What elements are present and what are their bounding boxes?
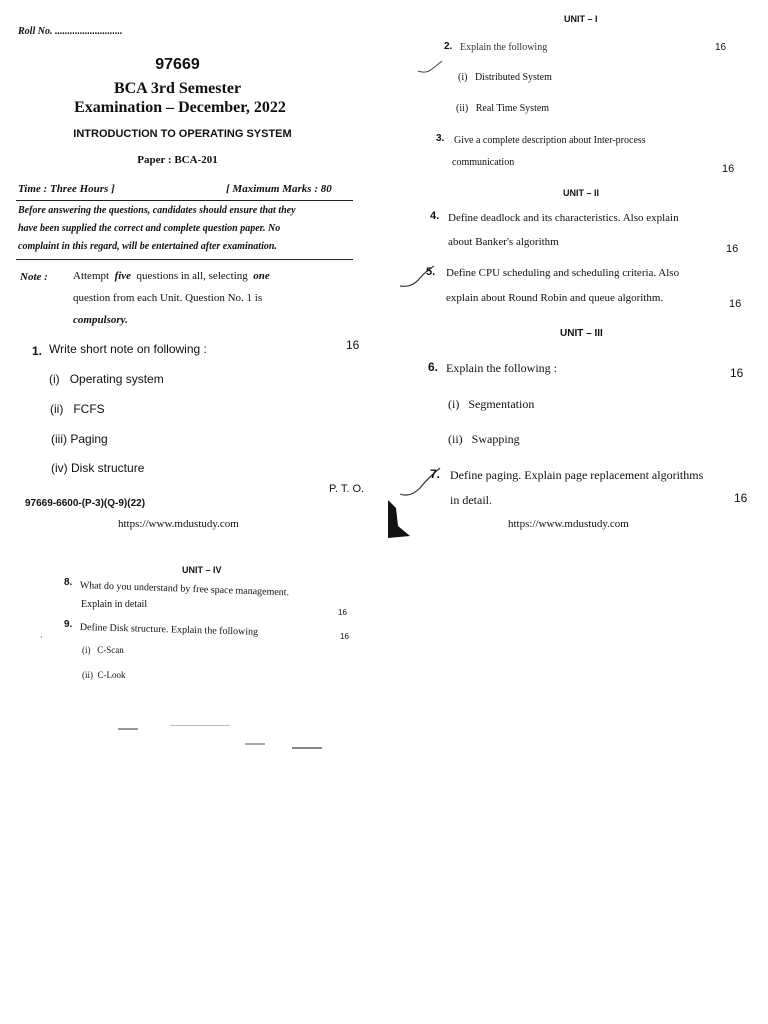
q9-text: Define Disk structure. Explain the following [79, 622, 259, 638]
q4-marks: 16 [726, 243, 739, 255]
max-marks: [ Maximum Marks : 80 [226, 183, 332, 195]
q6-item-2-text: Swapping [471, 432, 520, 446]
instruction-line-3: complaint in this regard, will be entertained after examination. [18, 241, 277, 252]
exam-page-continuation [0, 545, 385, 765]
time-label: Time : Three Hours ] [18, 183, 115, 195]
unit-1-heading: UNIT – I [564, 14, 598, 24]
unit-4-heading: UNIT – IV [182, 565, 222, 575]
pto: P. T. O. [329, 483, 365, 495]
q2-item-2-num: (ii) [456, 103, 469, 114]
semester: BCA 3rd Semester [113, 80, 242, 97]
q5-marks: 16 [729, 298, 742, 310]
q9-item-2 [82, 670, 126, 680]
q9-item-2-num: (ii) [82, 670, 93, 680]
note-one: one [253, 270, 270, 282]
footer-code: 97669-6600-(P-3)(Q-9)(22) [25, 498, 146, 509]
unit-3-heading: UNIT – III [560, 328, 603, 339]
instruction-line-2: have been supplied the correct and complete question paper. No [18, 223, 281, 234]
q1-item-4 [51, 461, 144, 475]
q1-item-2-text: FCFS [73, 402, 105, 416]
q1-item-1-num: (i) [49, 372, 60, 386]
q4-number: 4. [430, 210, 440, 222]
q3-number: 3. [436, 133, 445, 144]
q9-marks: 16 [340, 632, 349, 641]
q2-item-1-num: (i) [458, 72, 468, 83]
q9-item-1-num: (i) [82, 645, 91, 655]
q2-item-2-text: Real Time System [475, 103, 550, 114]
q9-item-1-text: C-Scan [97, 645, 124, 655]
q1-item-3-num: (iii) [51, 432, 67, 446]
scan-shadow [388, 500, 412, 538]
q6-number: 6. [428, 360, 439, 374]
exam-page-back [388, 0, 768, 540]
q6-item-1-text: Segmentation [468, 397, 535, 411]
q2-item-2 [456, 103, 549, 114]
q5-line-1: Define CPU scheduling and scheduling criteria. Also [446, 267, 680, 279]
q7-number: 7. [430, 467, 441, 481]
q8-line-1: What do you understand by free space management. [79, 580, 290, 599]
q8-number: 8. [64, 577, 73, 588]
exam-title: Examination – December, 2022 [74, 99, 286, 116]
q4-line-2: about Banker's algorithm [448, 236, 559, 248]
exam-page-front [0, 0, 385, 540]
q7-line-2: in detail. [450, 493, 492, 507]
q1-item-3 [51, 432, 108, 446]
q1-item-4-text: Disk structure [71, 461, 145, 475]
scan-smudge [292, 747, 322, 749]
footer-url-right: https://www.mdustudy.com [508, 518, 629, 530]
note-label: Note : [20, 271, 48, 283]
q2-number: 2. [444, 41, 453, 52]
q1-text: Write short note on following : [49, 342, 207, 356]
q9-item-2-text: C-Look [97, 670, 126, 680]
q6-marks: 16 [730, 366, 744, 380]
scan-smudge [245, 743, 265, 745]
scan-smudge [118, 728, 138, 730]
q5-line-2: explain about Round Robin and queue algorithm. [446, 292, 664, 304]
note-line-2: question from each Unit. Question No. 1 is [73, 292, 263, 304]
scan-smudge [170, 725, 230, 726]
q8-marks: 16 [338, 608, 347, 617]
q6-item-1 [448, 397, 534, 412]
q5-number: 5. [426, 266, 436, 278]
instruction-line-1: Before answering the questions, candidates should ensure that they [18, 205, 296, 216]
note-line-1 [73, 270, 270, 282]
q9-number: 9. [64, 619, 73, 630]
note-five: five [114, 270, 132, 282]
q9-item-1 [82, 645, 124, 655]
note-line-3: compulsory. [73, 314, 128, 326]
q7-line-1: Define paging. Explain page replacement algorithms [450, 468, 704, 482]
paper-number: Paper : BCA-201 [137, 154, 218, 166]
note-attempt: Attempt [73, 270, 110, 282]
divider-top [16, 200, 353, 201]
pen-tick-icon [416, 57, 446, 77]
q1-item-1-text: Operating system [69, 372, 164, 386]
q8-line-2: Explain in detail [81, 599, 148, 610]
divider-bottom [16, 259, 353, 260]
q6-item-1-num: (i) [448, 397, 460, 411]
stray-dot: · [40, 633, 43, 642]
q1-marks: 16 [346, 338, 360, 352]
q6-item-2-num: (ii) [448, 432, 463, 446]
q1-item-2 [50, 402, 105, 416]
q3-line-1: Give a complete description about Inter-process [454, 135, 646, 146]
note-questions: questions in all, selecting [136, 270, 248, 282]
q1-item-3-text: Paging [70, 432, 108, 446]
q6-item-2 [448, 432, 520, 447]
q3-line-2: communication [452, 157, 515, 168]
paper-code: 97669 [155, 56, 200, 73]
subject-title: INTRODUCTION TO OPERATING SYSTEM [73, 128, 292, 140]
q1-item-4-num: (iv) [51, 461, 68, 475]
unit-2-heading: UNIT – II [563, 188, 600, 198]
q2-item-1 [458, 72, 552, 83]
footer-url-left: https://www.mdustudy.com [118, 518, 239, 530]
q3-marks: 16 [722, 163, 735, 175]
q1-item-2-num: (ii) [50, 402, 64, 416]
q4-line-1: Define deadlock and its characteristics. Also explain [448, 212, 679, 224]
roll-no: Roll No. ........................... [18, 26, 123, 37]
q2-marks: 16 [715, 42, 727, 53]
q2-item-1-text: Distributed System [474, 72, 552, 83]
q7-marks: 16 [734, 491, 748, 505]
q1-item-1 [49, 372, 164, 386]
q6-text: Explain the following : [446, 361, 557, 375]
q1-number: 1. [32, 344, 43, 358]
q2-text: Explain the following [460, 42, 548, 53]
